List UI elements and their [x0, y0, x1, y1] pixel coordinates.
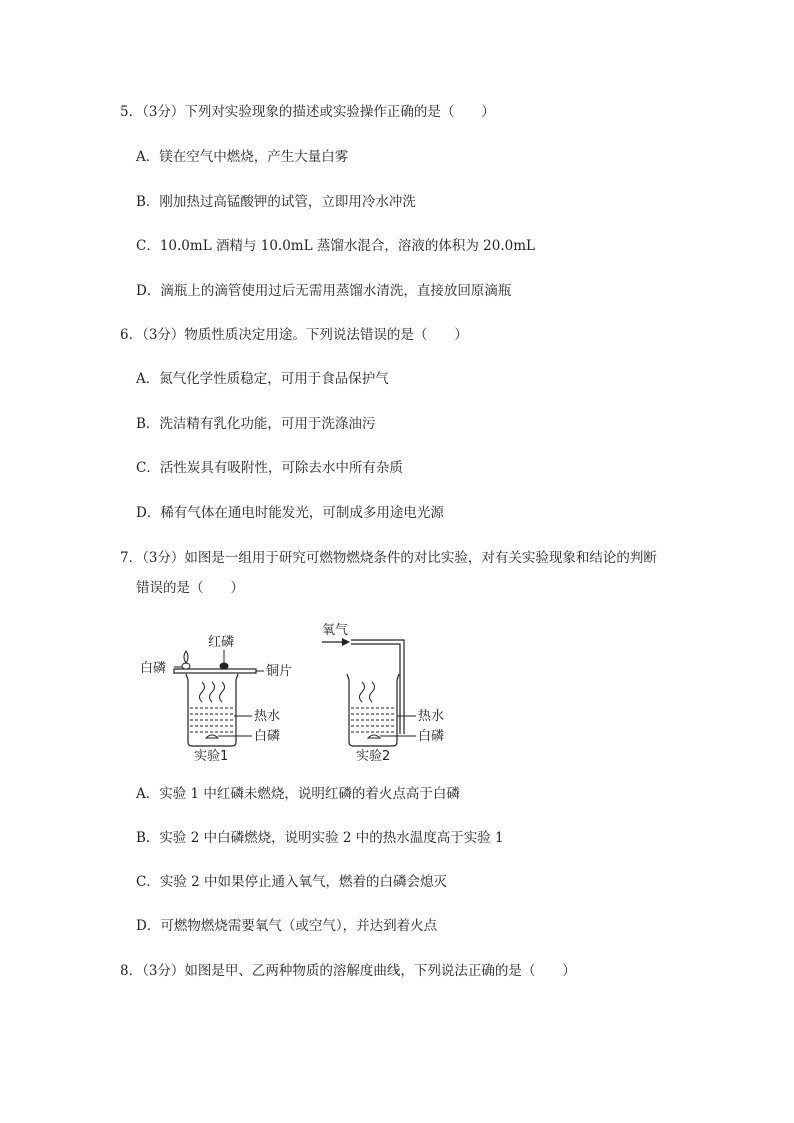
- copper-plate-label: 铜片: [266, 664, 293, 679]
- oxygen-label: 氧气: [322, 623, 349, 638]
- combustion-experiment-figure: [136, 622, 466, 762]
- question-6-option-a: A．氮气化学性质稳定，可用于食品保护气: [136, 371, 389, 387]
- experiment-2-diagram: [322, 623, 444, 762]
- experiment-1-caption: 实验1: [194, 749, 229, 762]
- red-phosphorus: [220, 663, 228, 669]
- question-5-option-b: B．刚加热过高锰酸钾的试管，立即用冷水冲洗: [136, 194, 416, 210]
- question-6-option-d: D．稀有气体在通电时能发光，可制成多用途电光源: [136, 505, 444, 521]
- question-8-stem: 8．（3分）如图是甲、乙两种物质的溶解度曲线，下列说法正确的是（ ）: [120, 963, 576, 979]
- white-phosphorus-bottom-label: 白磷: [254, 729, 281, 744]
- steam-1: [200, 682, 225, 702]
- white-phosphorus-label-2: 白磷: [418, 729, 445, 744]
- question-7-option-d: D．可燃物燃烧需要氧气（或空气），并达到着火点: [136, 918, 438, 934]
- leader-lines-2: [380, 716, 416, 736]
- steam-2: [360, 682, 375, 702]
- question-6-stem: 6．（3分）物质性质决定用途。下列说法错误的是（ ）: [120, 327, 468, 343]
- red-phosphorus-label: 红磷: [208, 635, 235, 650]
- hot-water-label-1: 热水: [254, 709, 281, 724]
- water-lines-2: [351, 708, 395, 732]
- white-phosphorus-top-label: 白磷: [140, 661, 167, 676]
- question-7-option-a: A．实验 1 中红磷未燃烧，说明红磷的着火点高于白磷: [136, 786, 460, 802]
- white-phosphorus-in-water-2: [368, 735, 380, 738]
- flame-icon: [184, 651, 188, 663]
- oxygen-arrow-icon: [342, 638, 350, 646]
- experiment-1-diagram: [140, 634, 292, 762]
- question-5-option-d: D．滴瓶上的滴管使用过后无需用蒸馏水清洗，直接放回原滴瓶: [136, 283, 512, 299]
- question-5-option-a: A．镁在空气中燃烧，产生大量白雾: [136, 149, 349, 165]
- question-5-stem: 5．（3分）下列对实验现象的描述或实验操作正确的是（ ）: [120, 104, 495, 120]
- hot-water-label-2: 热水: [418, 709, 445, 724]
- water-lines-1: [190, 708, 234, 732]
- copper-plate: [174, 669, 256, 673]
- white-phosphorus-in-water-1: [206, 735, 218, 738]
- question-7-option-b: B．实验 2 中白磷燃烧，说明实验 2 中的热水温度高于实验 1: [136, 830, 504, 846]
- question-5-option-c: C．10.0mL 酒精与 10.0mL 蒸馏水混合，溶液的体积为 20.0mL: [136, 238, 535, 254]
- question-6-option-b: B．洗洁精有乳化功能，可用于洗涤油污: [136, 416, 376, 432]
- question-6-option-c: C．活性炭具有吸附性，可除去水中所有杂质: [136, 460, 403, 476]
- question-7-stem-line-2: 错误的是（ ）: [136, 580, 244, 596]
- question-7-stem-line-1: 7．（3分）如图是一组用于研究可燃物燃烧条件的对比实验，对有关实验现象和结论的判断: [120, 550, 657, 566]
- question-7-option-c: C．实验 2 中如果停止通入氧气，燃着的白磷会熄灭: [136, 874, 448, 890]
- experiment-2-caption: 实验2: [356, 749, 391, 762]
